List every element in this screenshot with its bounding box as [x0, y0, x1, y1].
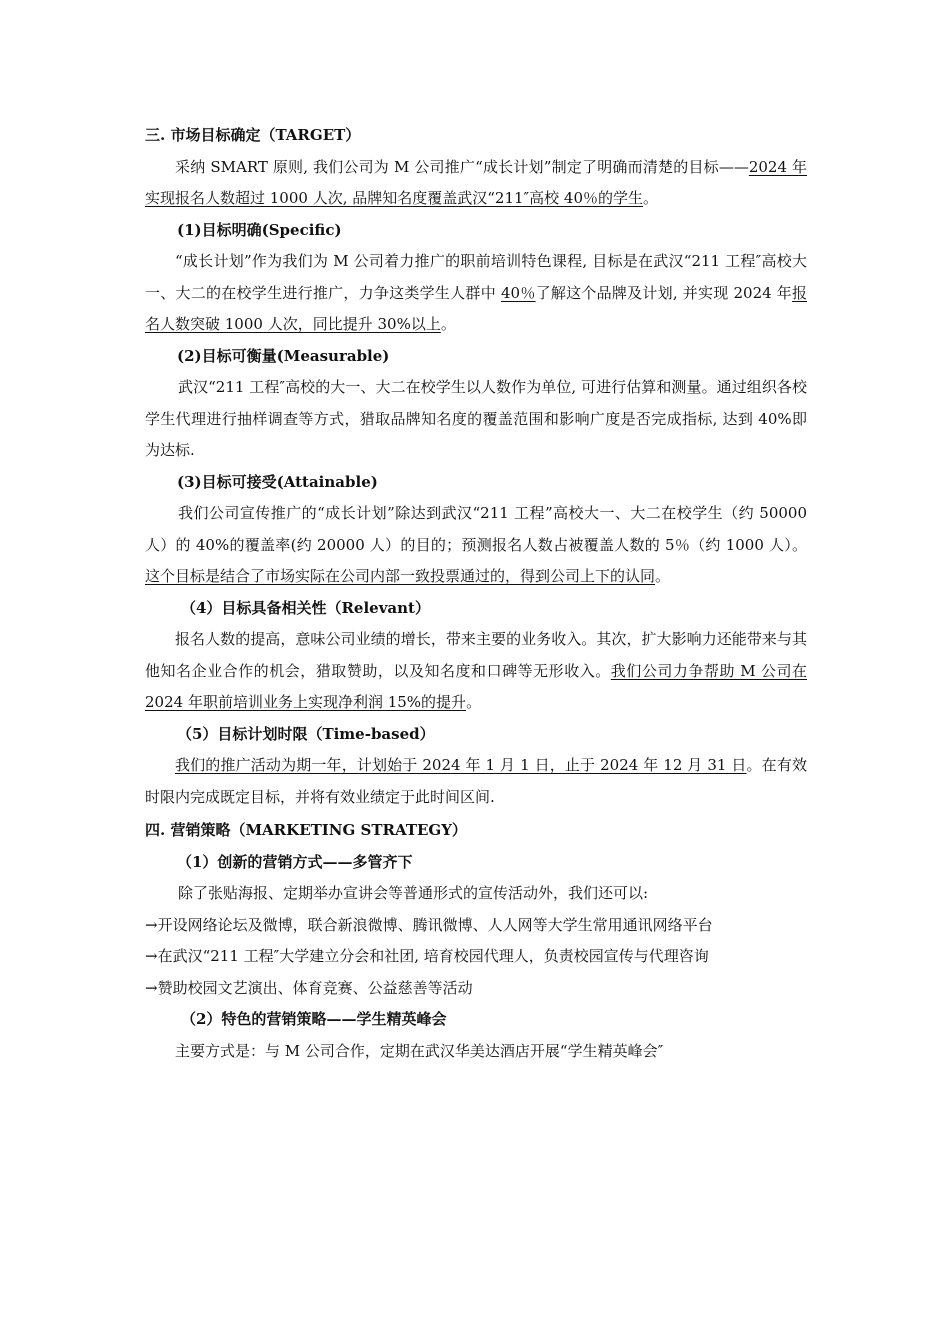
attainable-text: 我们公司宣传推广的“成长计划”除达到武汉“211 工程”高校大一、大二在校学生（约 50000 人）的 40%的覆盖率(约 20000 人）的目的；预测报名人数占被覆盖人数的 5％（约 1000 人）。 — [145, 504, 807, 554]
relevant-end: 。 — [466, 693, 482, 711]
subheading-specific: (1)目标明确(Specific) — [177, 220, 342, 239]
timebased-text: 。在有效时限内完成既定目标，并将有效业绩定于此时间区间. — [145, 756, 807, 806]
attainable-underlined: 这个目标是结合了市场实际在公司内部一致投票通过的，得到公司上下的认同 — [145, 567, 656, 585]
subheading-attainable: (3)目标可接受(Attainable) — [177, 472, 378, 491]
subheading-timebased: （5）目标计划时限（Time-based） — [177, 724, 435, 743]
attainable-paragraph — [145, 498, 807, 593]
target-goal-underlined: 2024 年实现报名人数超过 1000 人次, 品牌知名度覆盖武汉“211″高校 40％的学生 — [145, 157, 807, 207]
specific-text-b: 了解这个品牌及计划, 并实现 2024 年 — [535, 283, 792, 302]
section-heading-target: 三. 市场目标确定（TARGET） — [145, 126, 361, 144]
measurable-paragraph: 武汉“211 工程″高校的大一、大二在校学生以人数作为单位, 可进行估算和测量。通过组织各校学生代理进行抽样调查等方式，猎取品牌知名度的覆盖范围和影响广度是否完成指标, 达到 40%即为达标. — [145, 378, 807, 459]
document-page — [145, 118, 807, 1067]
innovative-intro: 除了张贴海报、定期举办宣讲会等普通形式的宣传活动外，我们还可以: — [178, 884, 649, 902]
target-intro-end: 。 — [643, 189, 659, 207]
special-paragraph: 主要方式是：与 M 公司合作，定期在武汉华美达酒店开展“学生精英峰会″ — [175, 1041, 664, 1060]
relevant-paragraph — [145, 624, 807, 719]
list-item: →开设网络论坛及微博，联合新浪微博、腾讯微博、人人网等大学生常用通讯网络平台 — [145, 915, 713, 934]
attainable-end: 。 — [655, 567, 671, 585]
subheading-measurable: (2)目标可衡量(Measurable) — [177, 346, 390, 365]
subheading-relevant: （4）目标具备相关性（Relevant） — [181, 598, 430, 617]
specific-text-c: 。 — [440, 315, 456, 333]
list-item: →赞助校园文艺演出、体育竞赛、公益慈善等活动 — [145, 978, 473, 997]
subheading-innovative: （1）创新的营销方式——多管齐下 — [177, 852, 413, 871]
section-heading-strategy: 四. 营销策略（MARKETING STRATEGY） — [145, 821, 467, 839]
specific-text-a: “成长计划”作为我们为 M 公司着力推广的职前培训特色课程, 目标是在武汉“211 工程″高校大一、大二的在校学生进行推广，力争这类学生人群中 — [145, 252, 807, 302]
target-intro-paragraph — [145, 152, 807, 215]
specific-paragraph — [145, 246, 807, 341]
timebased-paragraph — [145, 750, 807, 813]
subheading-special: （2）特色的营销策略——学生精英峰会 — [181, 1010, 447, 1028]
relevant-underlined: 我们公司力争帮助 M 公司在 2024 年职前培训业务上实现净利润 15%的提升 — [145, 661, 807, 711]
specific-underlined-goal: 报名人数突破 1000 人次，同比提升 30%以上 — [145, 283, 807, 333]
target-intro-text: 采纳 SMART 原则, 我们公司为 M 公司推广“成长计划”制定了明确而清楚的目标—— — [175, 157, 749, 176]
list-item: →在武汉“211 工程″大学建立分会和社团, 培育校园代理人，负责校园宣传与代理咨询 — [145, 947, 709, 965]
timebased-underlined: 我们的推广活动为期一年，计划始于 2024 年 1 月 1 日，止于 2024 年 12 月 31 日 — [175, 756, 747, 774]
specific-underlined-percent: 40％ — [500, 283, 536, 302]
relevant-text: 报名人数的提高，意味公司业绩的增长，带来主要的业务收入。其次，扩大影响力还能带来与其他知名企业合作的机会，猎取赞助，以及知名度和口碑等无形收入。 — [145, 630, 807, 680]
